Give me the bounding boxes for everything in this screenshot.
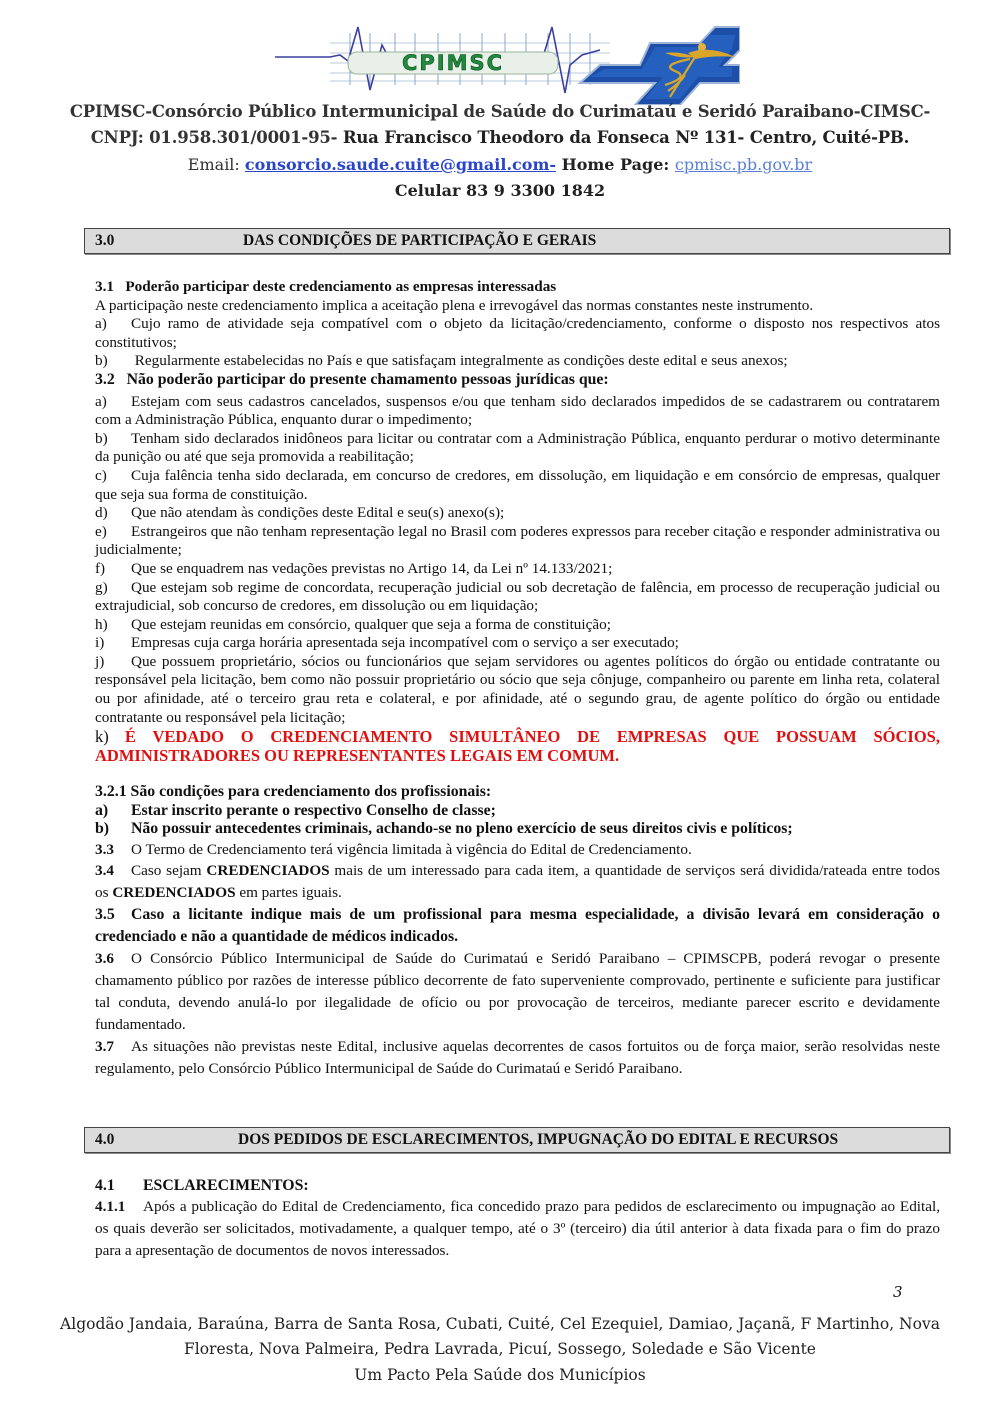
item-label: h): [95, 615, 108, 633]
subsection-number: 4.1.1: [95, 1197, 126, 1215]
section-number: 3.0: [95, 232, 115, 249]
section-4-heading-bar: [84, 1127, 950, 1153]
logo-graphic-icon: [270, 15, 740, 105]
item-text: Que estejam sob regime de concordata, recuperação judicial ou sob decretação de falência, em processo de recuperação judicial ou extrajudicial, sob concurso de credores, em dissolução ou em liquidação;: [95, 578, 940, 615]
subsection-3-1-intro: A participação neste credenciamento implica a aceitação plena e irrevogável das normas constantes neste instrumento.: [95, 296, 814, 314]
text-run: mais de um interessado para cada item, a quantidade de serviços será dividida/rateada entre todos os: [95, 862, 940, 902]
item-text: Tenham sido declarados inidôneos para licitar ou contratar com a Administração Pública, enquanto perdurar o motivo determinante da punição ou até que seja promovida a reabilitação;: [95, 429, 940, 466]
email-link[interactable]: consorcio.saude.cuite@gmail.com-: [244, 155, 557, 174]
item-text: Estar inscrito perante o respectivo Conselho de classe;: [131, 801, 496, 819]
subsection-3-1-heading: 3.1 Poderão participar deste credenciamento as empresas interessadas: [95, 278, 557, 295]
subsection-3-2-heading: 3.2 Não poderão participar do presente chamamento pessoas jurídicas que:: [95, 370, 609, 388]
list-item: [95, 352, 940, 371]
subsection-3-7: [95, 1036, 940, 1080]
subsection-3-5: [95, 904, 940, 948]
subsection-number: 3.3: [95, 841, 114, 859]
homepage-link[interactable]: cpmisc.pb.gov.br: [674, 155, 813, 174]
phone: Celular 83 9 3300 1842: [394, 181, 606, 200]
item-label: b): [95, 429, 108, 447]
item-label: f): [95, 559, 106, 577]
list-item: [95, 315, 940, 352]
subsection-3-3: [95, 839, 940, 860]
subsection-number: 3.4: [95, 862, 114, 880]
item-text: Cujo ramo de atividade seja compatível com o objeto da licitação/credenciamento, conforme o disposto nos respectivos atos constitutivos;: [95, 315, 940, 351]
text-run: Caso sejam: [131, 862, 207, 880]
item-label: b): [95, 352, 108, 370]
contact-line: [0, 155, 1000, 174]
section-3-heading-bar: [84, 228, 950, 254]
list-item: [95, 393, 940, 430]
subsection-3-6: [95, 948, 940, 1036]
item-text: Estrangeiros que não tenham representação legal no Brasil com poderes expressos para receber citação e responder administrativa ou judicialmente;: [95, 522, 940, 559]
item-label: e): [95, 522, 107, 540]
item-text: Que possuem proprietário, sócios ou funcionários que sejam servidores ou agentes políticos do órgão ou entidade contratante ou responsável pela licitação, bem como não possuir proprietário ou sócio que seja cônjuge, companheiro ou parente em linha reta, colateral ou por afinidade, até o terceiro grau reta e colateral, e por afinidade, até o segundo grau, de agente político do órgão ou entidade contratante ou responsável pela licitação;: [95, 652, 940, 726]
list-item: [95, 467, 940, 504]
item-label: d): [95, 504, 108, 522]
item-label: b): [95, 820, 110, 838]
section-number: 4.0: [95, 1131, 115, 1148]
item-text: Empresas cuja carga horária apresentada seja incompatível com o serviço a ser executado;: [131, 634, 679, 652]
list-item: [95, 616, 940, 635]
list-item: [95, 579, 940, 616]
footer-municipalities-line-2: Floresta, Nova Palmeira, Pedra Lavrada, Picuí, Sossego, Soledade e São Vicente: [184, 1340, 816, 1358]
footer-slogan: Um Pacto Pela Saúde dos Municípios: [354, 1366, 646, 1384]
subsection-text: O Termo de Credenciamento terá vigência limitada à vigência do Edital de Credenciamento.: [131, 841, 692, 859]
cnpj-address-line: [0, 128, 1000, 147]
subsection-3-2-1-heading: 3.2.1 São condições para credenciamento dos profissionais:: [95, 783, 492, 801]
item-text: Cuja falência tenha sido declarada, em concurso de credores, em dissolução, em liquidação e em consórcio de empresas, qualquer que seja sua forma de constituição.: [95, 466, 940, 503]
footer-municipalities-line-1: Algodão Jandaia, Baraúna, Barra de Santa Rosa, Cubati, Cuité, Cel Ezequiel, Damiao, Jaçanã, F Martinho, Nova: [60, 1315, 940, 1333]
item-text: Não possuir antecedentes criminais, achando-se no pleno exercício de seus direitos civis e políticos;: [131, 820, 793, 838]
svg-text:CPIMSC: CPIMSC: [401, 51, 505, 75]
list-item: [95, 504, 940, 523]
subsection-title: ESCLARECIMENTOS:: [143, 1177, 309, 1194]
item-text: Estejam com seus cadastros cancelados, suspensos e/ou que tenham sido declarados impedidos de se cadastrarem ou contratarem com a Administração Pública, enquanto durar o impedimento;: [95, 392, 940, 429]
list-item: [95, 653, 940, 727]
subsection-number: 3.7: [95, 1038, 114, 1056]
text-run: em partes iguais.: [235, 884, 342, 902]
email-label: Email:: [187, 155, 245, 174]
list-item: [95, 802, 940, 821]
item-label: i): [95, 634, 105, 652]
subsection-text: Após a publicação do Edital de Credenciamento, fica concedido prazo para pedidos de esclarecimento ou impugnação ao Edital, os quais deverão ser solicitados, motivadamente, a qualquer tempo, até o 3º (terceiro) dia útil anterior à data fixada para o fim do prazo para a apresentação de documentos de novos interessados.: [95, 1197, 940, 1259]
section-title: DOS PEDIDOS DE ESCLARECIMENTOS, IMPUGNAÇÃO DO EDITAL E RECURSOS: [238, 1131, 839, 1148]
subsection-text: As situações não previstas neste Edital, inclusive aquelas decorrentes de casos fortuitos ou de força maior, serão resolvidas neste regulamento, pelo Consórcio Público Intermunicipal de Saúde do Curimataú e Seridó Paraibano.: [95, 1038, 940, 1078]
item-label: a): [95, 801, 109, 819]
list-item-k-warning: [95, 727, 940, 765]
list-item: [95, 560, 940, 579]
list-item: [95, 523, 940, 560]
list-item: [95, 820, 940, 839]
subsection-3-4: [95, 860, 940, 904]
cpimsc-logo: [270, 15, 740, 105]
section-4-body: [95, 1177, 940, 1262]
subsection-number: 3.5: [95, 906, 115, 924]
item-text: Que estejam reunidas em consórcio, qualquer que seja a forma de constituição;: [131, 615, 611, 633]
subsection-text: Caso a licitante indique mais de um profissional para mesma especialidade, a divisão levará em consideração o credenciado e não a quantidade de médicos indicados.: [95, 906, 940, 946]
list-item: [95, 430, 940, 467]
section-title: DAS CONDIÇÕES DE PARTICIPAÇÃO E GERAIS: [243, 232, 597, 249]
item-label: j): [95, 652, 105, 670]
address: Rua Francisco Theodoro da Fonseca Nº 131- Centro, Cuité-PB.: [342, 128, 910, 147]
warning-text: É VEDADO O CREDENCIAMENTO SIMULTÂNEO DE EMPRESAS QUE POSSUAM SÓCIOS, ADMINISTRADORES OU REPRESENTANTES LEGAIS EM COMUM.: [95, 727, 940, 766]
subsection-text: O Consórcio Público Intermunicipal de Saúde do Curimataú e Seridó Paraibano – CPIMSCPB, poderá revogar o presente chamamento público por razões de interesse público decorrente de fato superveniente comprovado, pertinente e suficiente para justificar tal conduta, devendo anulá-lo por ilegalidade de ofício ou por provocação de terceiros, mediante parecer escrito e devidamente fundamentado.: [95, 950, 940, 1034]
subsection-number: 3.6: [95, 950, 114, 968]
list-item: [95, 634, 940, 653]
item-label: c): [95, 466, 107, 484]
item-text: Que se enquadrem nas vedações previstas no Artigo 14, da Lei nº 14.133/2021;: [131, 559, 613, 577]
spacer: [95, 765, 940, 783]
item-label: g): [95, 578, 108, 596]
page-number: 3: [893, 1283, 903, 1301]
subsection-4-1-heading: [95, 1177, 940, 1196]
item-label: a): [95, 315, 107, 333]
item-label: a): [95, 392, 107, 410]
homepage-label: Home Page:: [556, 155, 675, 174]
credenciados-emphasis: CREDENCIADOS: [112, 884, 236, 902]
cnpj: CNPJ: 01.958.301/0001-95-: [90, 128, 338, 147]
item-text: Que não atendam às condições deste Edital e seu(s) anexo(s);: [131, 504, 505, 522]
item-label: k): [95, 727, 109, 747]
credenciados-emphasis: CREDENCIADOS: [206, 862, 330, 880]
organization-name: CPIMSC-Consórcio Público Intermunicipal de Saúde do Curimataú e Seridó Paraibano-CIMSC-: [69, 102, 931, 121]
subsection-number: 4.1: [95, 1177, 115, 1194]
subsection-4-1-1: [95, 1196, 940, 1262]
section-3-body: [95, 278, 940, 1080]
item-text: Regularmente estabelecidas no País e que satisfaçam integralmente as condições deste edital e seus anexos;: [131, 352, 788, 370]
